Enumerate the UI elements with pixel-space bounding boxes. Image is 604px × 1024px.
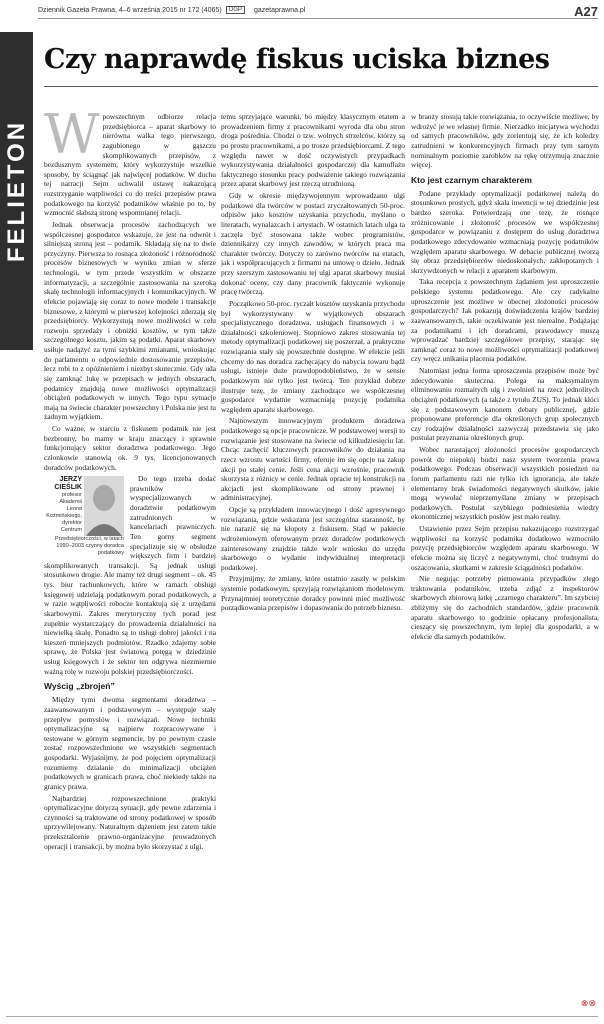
paragraph: Natomiast jedna forma uproszczenia przepisów może być zdecydowanie skuteczna. Polega na maksymalnym eliminowaniu rozmaitych ulg i zwolnień na rzecz jednolitych obciążeń podatkowych (a także z tytułu ZUS). To jednak kłóci się z podstawowym kanonem debaty publicznej, gdzie proponowane preferencje dla określonych grup społecznych czy rodzajów działalności zazwyczaj przedstawia się jako postulat przyznania określonych grup.	[411, 366, 599, 443]
paragraph: Taka recepcja z powszechnym żądaniem jest uproszczenie polskiego systemu podatkowego. Ale czy radykalne uproszczenie jest możliwe w obecnej złożoności procesów gospodarczych? Jak pokazują doświadczenia krajów bardziej zaawansowanych, takie oczekiwanie jest nierealne. Podążając za podatnikami i ich doradcami, prawodawcy muszą wprowadzać bardziej szczegółowe przepisy, starając się zamknąć coraz to nowe możliwości optymalizacji podatkowej czy wręcz unikania płacenia podatków.	[411, 277, 599, 364]
paragraph: Przyjmijmy, że zmiany, które ostatnio zaszły w polskim systemie podatkowym, sprzyjają rozwiązaniom modelowym. Przynajmniej teoretycznie doradcy powinni mieć możliwość porządkowania przepisów i dopasowania do potrzeb biznesu.	[221, 574, 405, 613]
title-divider	[44, 86, 598, 87]
author-bio: profesor Akademii Leona Koźmińskiego, dyrektor Centrum Przedsiębiorczości, w latach 1990–2003 czynny doradca podatkowy	[46, 492, 124, 556]
column-2	[221, 112, 405, 962]
paragraph: Między tymi dwoma segmentami doradztwa – zaawansowanym i podstawowym – występuje stały przepływ pomysłów i rozwiązań. Nowe techniki optymalizacyjne są najpierw rozpracowywane i testowane w górnym segmencie, by po pewnym czasie zostać rozpowszechnione we wszystkich segmentach gospodarki. Wyjaśnijmy, że pod pojęciem optymalizacji rozumiemy działanie do minimalizacji obciążeń podatkowych w granicach prawa, choć niekiedy także na granicy prawa.	[44, 695, 216, 791]
lead-paragraph: powszechnym odbiorze relacja przedsiębiorca – aparat skarbowy to nierówna walka tego pierwszego, zagubionego w gąszczu skomplikowanych przepisów, z bezdusznym systemem, który wykorzystuje wszelkie sposoby, by ściągnąć jak najwięcej podatków. W duchu tej narracji Sejm uchwalił ustawę nakazującą rozstrzyganie wątpliwości co do treści przepisów prawa podatkowego na korzyść podatników właśnie po to, by wzmocnić słabszą stronę wspomnianej relacji.	[44, 112, 216, 218]
paragraph: Opcje są przykładem innowacyjnego i dość agresywnego rozwiązania, gdzie wskazana jest szczególna staranność, by nie narazić się na kłopoty z fiskusem. Stąd w pakiecie wdrożeniowym oferowanym przez doradców podatkowych zainteresowany znajdzie także wzór wniosku do urzędu skarbowego o wydanie indywidualnej interpretacji podatkowej.	[221, 505, 405, 572]
paragraph: Ustawienie przez Sejm przepisu nakazującego rozstrzygać wątpliwości na korzyść podatnika dodatkowo wzmocniło pozycję przedsiębiorców względem aparatu skarbowego. W efekcie można się liczyć z negatywnymi, choć trudnymi do oszacowania, skutkami w zakresie ściągalności podatków.	[411, 524, 599, 572]
paragraph: w branży stosują takie rozwiązania, to oczywiście możliwe, by wdrożyć je we własnej firmie. Nierzadko inicjatywa wychodzi od samych pracowników, gdy zorientują się, że ich koledzy zatrudnieni w konkurencyjnych firmach przy tym samym nominalnym poziomie zarobków na rękę otrzymują znacznie więcej.	[411, 112, 599, 170]
paragraph: Nie negując potrzeby pietnowania przypadków złego traktowania podatników, trzeba zdjąć z inspektorów skarbowych zbiorową łatkę „czarnego charakteru”. Im szybciej zbliżymy się do zachodnich standardów, gdzie pracownik aparatu skarbowego to godzinie opłacany profesjonalista, cieszący się powszechnym, tym lepiej dla gospodarki, a w efekcie dla samych podatników.	[411, 574, 599, 641]
paragraph: Początkowo 50-proc. ryczałt kosztów uzyskania przychodu był wykorzystywany w wyjątkowych obszarach specjalistycznego doradztwa, usługach finansowych i w działalności szkoleniowej. Stopniowo zakres stosowania tej metody optymalizacji podatkowej się poszerzał, a praktyczne rozwiązania stały się powszechnie dostępne. W efekcie jeśli chcemy do nas doradca zachęcający do nabycia towaru bądź usługi, istnieje duże prawdopodobieństwo, że w sensie podatkowym nie tylko jest twórcą. Ten przykład dobrze ilustruje tezę, że zmiany zachodzące we współczesnej gospodarce wydatnie wzmacniają pozycję podatnika względem aparatu skarbowego.	[221, 298, 405, 414]
subheading: Wyścig „zbrojeń”	[44, 681, 115, 692]
site-url[interactable]: gazetaprawna.pl	[254, 7, 306, 14]
dropcap: W	[44, 112, 100, 166]
page-number: A27	[574, 4, 598, 19]
paragraph: Do tego trzeba dodać prawników wyspecjalizowanych w doradztwie podatkowym zatrudnionych w kancelariach prawniczych. Ten gorny segment specjalizuje się w obsłudze większych firm i bardziej skomplikowanych transakcji. Są jednak usługi stosunkowo drogie. Ale mamy też drugi segment – ok. 45 tys. biur rachunkowych, które w ramach obsługi księgowej udzielają podatkowym porad podatkowych, a w razie wątpliwości robocze kontaktują się z urzędami skarbowymi. Zakres merytoryczny tych porad jest zupełnie wystarczający do prowadzenia działalności na niewielką skalę. Ponadto są to usługi dobrej jakości i na kieszeń mniejszych podmiotów. Rzadko zdajemy sobie sprawę, że Polska jest światową potęgą w dziedzinie usług księgowych i że sektor ten odgrywa niezmiernie ważną rolę w rozwoju polskiej przedsiębiorczości.	[44, 474, 216, 676]
author-photo	[84, 476, 124, 536]
paragraph: temu sprzyjające warunki, bo między klasycznym etatem a prowadzeniem firmy z pracownikami wyroda dla obu stron droga pośrednia. Chodzi o tzw. wolnych strzelców, którzy są po prostu pracownikami, a po trosze przedsiębiorcami. Z tego względu nawet w dość oczywistych przypadkach wykorzystywania działalności gospodarczej dla kamuflażu faktycznego stosunku pracy podważenie takiego rozwiązania przez aparat skarbowy jest rzeczą utrudnioną.	[221, 112, 405, 189]
paragraph: Gdy w okresie międzywojennym wprowadzano ulgi podatkowe dla twórców w postaci zryczałtowanych 50-proc. odpisów jako kosztów uzyskania przychodu, myślano o literatach, wynalazcach i artystach. W ostatnich latach ulga ta zaczęła być stosowana także wobec programistów, dziennikarzy czy innych zawodów, w których praca ma charakter twórczy. Dotyczy to zarówno twórców na etatach, jak i współpracujących z firmami na umowę o dzieło. Jednak przy szerszym zastosowaniu tej ulgi aparat skarbowy musiał dokonać oceny, czy dany pracownik faktycznie wykonuje pracę twórczą.	[221, 191, 405, 297]
column-1	[44, 112, 216, 962]
column-3	[411, 112, 599, 962]
paragraph: Najnowszym innowacyjnym produktem doradztwa podatkowego są opcje pracownicze. W podstawowej wersji to rozwiązanie jest stosowane na świecie od kilkudziesięciu lat. Chcąc zachęcić kluczowych pracowników do działania na rzecz wzrostu wartości firmy, oferuje im się opcje na zakup akcji po stałej cenie. Jeśli cena akcji wzrośnie, pracownik skorzysta z różnicy w cenie. Jednak opracie tej konstrukcji na akcjach jest skomplikowane od strony prawnej i administracyjnej.	[221, 416, 405, 503]
dgp-badge: DGP	[226, 6, 245, 14]
section-stripe	[0, 32, 33, 350]
publication-info: Dziennik Gazeta Prawna, 4–6 września 2015 nr 172 (4065)	[38, 7, 222, 14]
paragraph: Najbardziej rozpowszechnione praktyki optymalizacyjne dotyczą sytuacji, gdy pewne zdarzenia i czynności są traktowane od strony podatkowej w sposób uprzywilejowany. Naturalnym dążeniem jest zatem takie przeksztalcenie prawno-organizacyjne prowadzonych operacji i transakcji, by można było skorzystać z ulgi.	[44, 793, 216, 851]
article-title: Czy naprawdę fiskus uciska biznes	[44, 44, 550, 75]
page-header	[38, 4, 598, 19]
paragraph: Jednak obserwacja procesów zachodzących we współczesnej gospodarce wskazuje, że jest na odwrót i silniejszą stroną jest – podatnik. Składają się na to dwie przyczyny. Pierwsza to rosnąca złożoność i różnorodność procesów biznesowych w wyniku zmian w sferze technologii, w tym przede wszystkim w obszarze informatyzacji, a szczególnie zastosowania na szeroką skalę technologii informacyjnych i komunikacyjnych. W efekcie pojawiają się coraz to nowe modele i transakcje biznesowe, z którymi w pierwszej kolejności zderzają się przedsiębiorcy. Wykorzystują nowe możliwości w celu rozwoju sprzedaży i obniżki kosztów, w tym także szczególnego kosztu, jakim są podatki. Aparat skarbowy usiłuje nadążyć za tymi szybkimi zmianami, wnioskując do parlamentu o odpowiednie dostosowanie przepisów, lecz robi to z opóźnieniem i niezbyt skutecznie. Gdy uda się zamknąć lukę w przepisach w jednych obszarach, podatnicy znajdują nowe możliwości optymalizacji obciążeń podatkowych w innych. Tego typu sytuacje mają na świecie charakter powszechny i Polska nie jest tu żadnym wyjątkiem.	[44, 219, 216, 422]
author-name: JERZY CIEŚLIK	[54, 476, 82, 492]
paragraph: Wobec narastającej złożoności procesów gospodarczych powrót do niepokój budzi nasz system tworzenia prawa podatkowego. Podczas obserwacji wszystkich posiedzeń na forum parlamentu rażi nie tylko ich ignorancja, ale także elementarny brak świadomości negatywnych skutków, jakie mogą wywołać nieprzemyślane zmiany w przepisach podatkowych. Postulat szybkiego podniesienia wiedzy ekonomicznej wszystkich posłów jest mało realny.	[411, 445, 599, 522]
section-label: FELIETON	[2, 119, 30, 263]
subheading: Kto jest czarnym charakterem	[411, 174, 532, 185]
author-box	[44, 476, 124, 557]
end-mark-icon: ⊗⊗	[580, 998, 596, 1008]
paragraph: Podane przykłady optymalizacji podatkowej należą do stosunkowo prostych, gdyż skala inwencji w tej dziedzinie jest bardzo szeroka. Potwierdzają one tezę, że rosnące zróżnicowanie i złożoność procesów we współczesnej gospodarce w powiązaniu z dostępem do usług doradztwa podatkowego zdecydowanie wzmacniają pozycję podatników względem aparatu skarbowego. W debacie publicznej tworzą się obraz przedsiębiorców niedoskonałych, zakłopotanych i skrzywdzonych w relacji z aparatem skarbowym.	[411, 188, 599, 275]
paragraph: Co ważne, w starciu z fiskusem podatnik nie jest bezbronny, bo mamy w kraju znaczący i sprawnie funkcjonujący sektor doradztwa podatkowego. Jego członkowie stanowią ok. 9 tys. licencjonowanych doradców podatkowych.	[44, 424, 216, 472]
footer-divider	[6, 1016, 598, 1017]
